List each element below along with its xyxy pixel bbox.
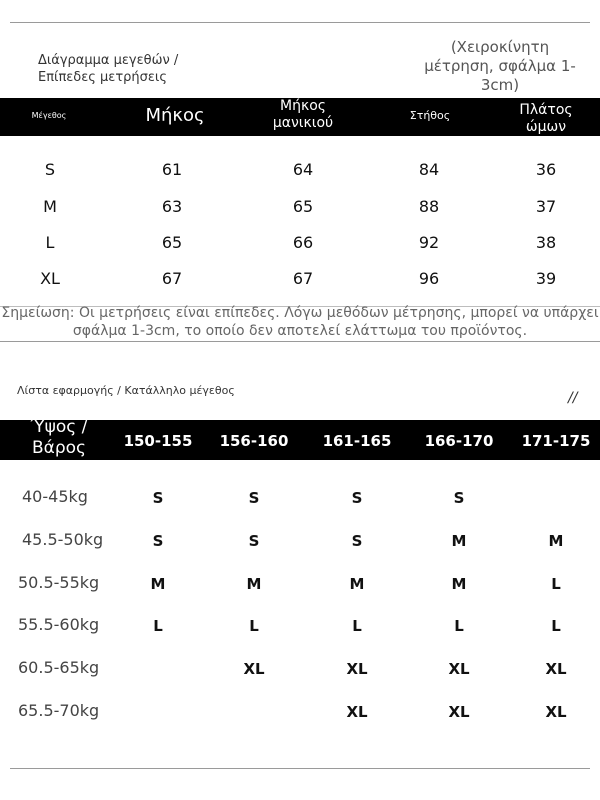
- fit-cell: L: [249, 617, 259, 635]
- weight-label: 40-45kg: [22, 487, 88, 506]
- fit-cell: L: [153, 617, 163, 635]
- cell-size: M: [43, 197, 57, 216]
- top-divider: [10, 22, 590, 23]
- fit-cell: L: [551, 575, 561, 593]
- measurement-error-note: (Χειροκίνητη μέτρηση, σφάλμα 1-3cm): [424, 38, 576, 94]
- weight-label: 60.5-65kg: [18, 658, 100, 677]
- size-chart-header: [0, 98, 600, 136]
- weight-label: 65.5-70kg: [18, 701, 100, 720]
- cell-shoulder: 37: [535, 197, 557, 216]
- header-size: Μέγεθος: [31, 111, 67, 120]
- fit-cell: XL: [448, 703, 470, 721]
- header-shoulder-width: Πλάτος ώμων: [519, 102, 573, 135]
- fit-list-title: Λίστα εφαρμογής / Κατάλληλο μέγεθος: [17, 384, 235, 397]
- cell-chest: 88: [418, 197, 440, 216]
- header-sleeve-length: Μήκος μανικιού: [272, 98, 334, 131]
- header-height-weight: Ύψος / Βάρος: [30, 417, 88, 458]
- fit-cell: XL: [545, 703, 567, 721]
- fit-cell: S: [351, 489, 363, 507]
- header-height-150-155: 150-155: [123, 432, 193, 450]
- cell-shoulder: 38: [535, 233, 557, 252]
- fit-cell: XL: [545, 660, 567, 678]
- measurement-footnote: Σημείωση: Οι μετρήσεις είναι επίπεδες. Λόγω μεθόδων μέτρησης, μπορεί να υπάρχει σφάλμα 1-3cm, το οποίο δεν αποτελεί ελάττωμα του προϊόντος.: [1, 305, 599, 339]
- header-height-156-160: 156-160: [219, 432, 289, 450]
- header-length: Μήκος: [145, 105, 205, 126]
- fit-list-header: [0, 417, 600, 460]
- fit-cell: XL: [448, 660, 470, 678]
- cell-sleeve: 65: [292, 197, 314, 216]
- size-chart-title: Διάγραμμα μεγεθών / Επίπεδες μετρήσεις: [38, 53, 179, 85]
- fit-cell: S: [248, 489, 260, 507]
- weight-label: 50.5-55kg: [18, 573, 100, 592]
- fit-cell: XL: [346, 703, 368, 721]
- weight-label: 45.5-50kg: [22, 530, 104, 549]
- cell-sleeve: 66: [292, 233, 314, 252]
- fit-cell: S: [351, 532, 363, 550]
- fit-cell: XL: [346, 660, 368, 678]
- bottom-divider: [10, 768, 590, 769]
- fit-cell: L: [352, 617, 362, 635]
- cell-length: 65: [161, 233, 183, 252]
- fit-cell: M: [246, 575, 262, 593]
- cell-length: 61: [161, 160, 183, 179]
- weight-label: 55.5-60kg: [18, 615, 100, 634]
- cell-chest: 96: [418, 269, 440, 288]
- header-chest: Στήθος: [409, 109, 451, 122]
- section-divider: [0, 341, 600, 342]
- cell-length: 67: [161, 269, 183, 288]
- fit-cell: S: [152, 532, 164, 550]
- cell-length: 63: [161, 197, 183, 216]
- cell-shoulder: 36: [535, 160, 557, 179]
- cell-size: XL: [40, 269, 60, 288]
- fit-cell: S: [152, 489, 164, 507]
- fit-cell: S: [453, 489, 465, 507]
- cell-chest: 92: [418, 233, 440, 252]
- slash-mark: //: [568, 390, 578, 406]
- fit-cell: M: [451, 532, 467, 550]
- fit-cell: M: [349, 575, 365, 593]
- fit-cell: L: [454, 617, 464, 635]
- fit-cell: S: [248, 532, 260, 550]
- fit-cell: L: [551, 617, 561, 635]
- header-height-166-170: 166-170: [424, 432, 494, 450]
- header-height-161-165: 161-165: [322, 432, 392, 450]
- cell-size: S: [44, 160, 56, 179]
- cell-shoulder: 39: [535, 269, 557, 288]
- cell-chest: 84: [418, 160, 440, 179]
- fit-cell: M: [548, 532, 564, 550]
- header-height-171-175: 171-175: [521, 432, 591, 450]
- cell-sleeve: 64: [292, 160, 314, 179]
- cell-sleeve: 67: [292, 269, 314, 288]
- fit-cell: M: [451, 575, 467, 593]
- fit-cell: XL: [243, 660, 265, 678]
- cell-size: L: [45, 233, 55, 252]
- fit-cell: M: [150, 575, 166, 593]
